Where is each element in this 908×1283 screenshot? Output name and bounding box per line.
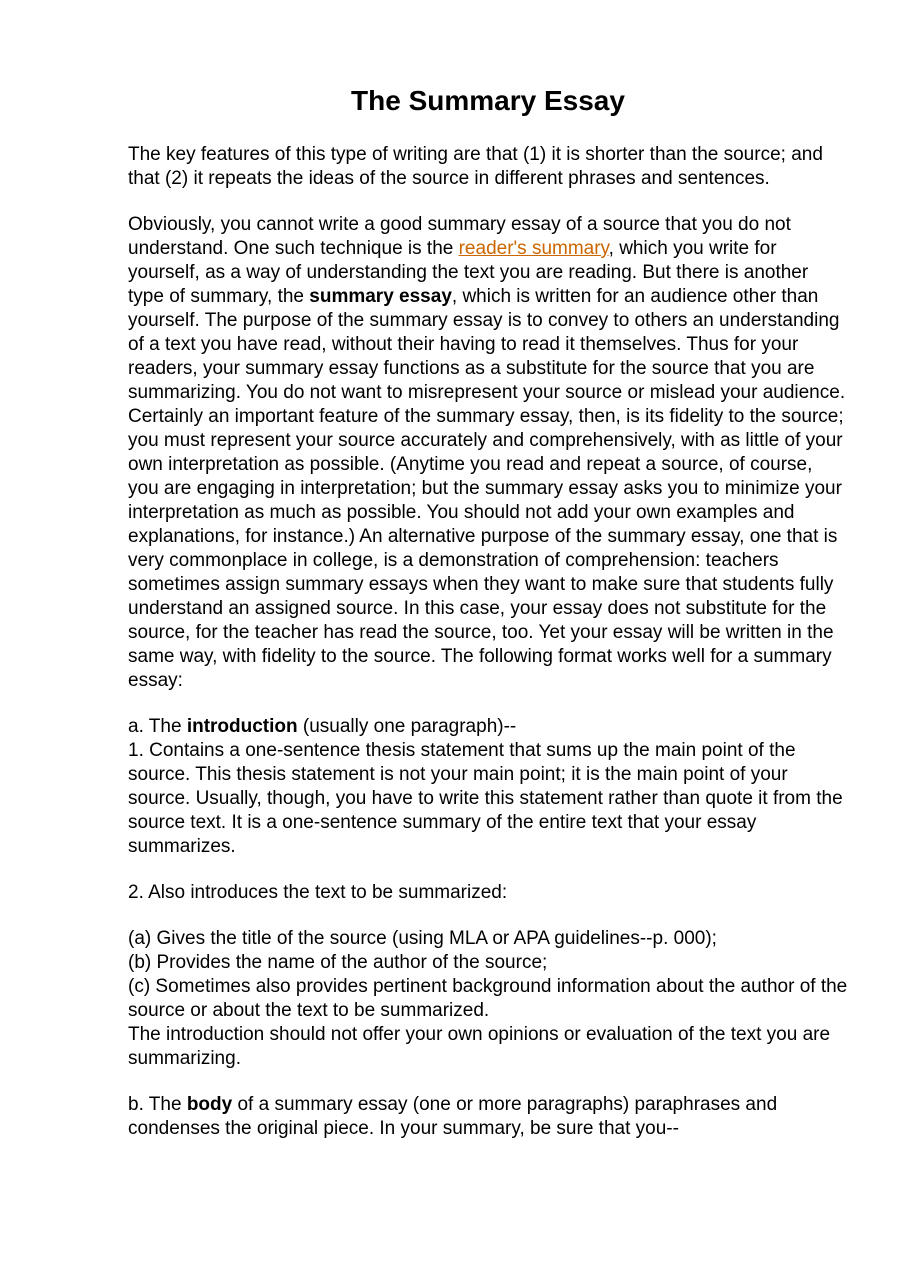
text-segment: Obviously, you cannot write a good summary essay of a source that you do not understand. One such technique is the: [128, 214, 791, 259]
readers-summary-link[interactable]: reader's summary: [458, 238, 609, 259]
text-segment: , which you write for yourself, as a way of understanding the text you are reading. But there is another type of summary, the: [128, 238, 809, 307]
page-title: The Summary Essay: [351, 85, 625, 116]
body-bold: body: [186, 1094, 233, 1115]
list-item: (a) Gives the title of the source (using MLA or APA guidelines--p. 000);: [128, 928, 717, 949]
section-a-item-2: 2. Also introduces the text to be summarized:: [128, 882, 508, 903]
text-segment: a. The: [128, 716, 187, 737]
section-a-item-1: 1. Contains a one-sentence thesis statement that sums up the main point of the source. This thesis statement is not your main point; it is the main point of your source. Usually, though, you have to write this statement rather than quote it from the source text. It is a one-sentence summary of the entire text that your essay summarizes.: [128, 740, 843, 857]
text-segment: , which is written for an audience other than yourself. The purpose of the summary essay is to convey to others an understanding of a text you have read, without their having to read it themselves. Thus for your readers, your summary essay functions as a substitute for the source that you are summarizing. You do not want to misrepresent your source or mislead your audience. Certainly an important feature of the summary essay, then, is its fidelity to the source; you must represent your source accurately and comprehensively, with as little of your own interpretation as possible. (Anytime you read and repeat a source, of course, you are engaging in interpretation; but the summary essay asks you to minimize your interpretation as much as possible. You should not add your own examples and explanations, for instance.) An alternative purpose of the summary essay, one that is very commonplace in college, is a demonstration of comprehension: teachers sometimes assign summary essays when they want to make sure that students fully understand an assigned source. In this case, your essay does not substitute for the source, for the teacher has read the source, too. Yet your essay will be written in the same way, with fidelity to the source. The following format works well for a summary essay:: [128, 286, 846, 691]
text-segment: of a summary essay (one or more paragraphs) paraphrases and condenses the original piece. In your summary, be sure that you--: [128, 1094, 778, 1139]
introduction-bold: introduction: [186, 716, 298, 737]
text-segment: b. The: [128, 1094, 187, 1115]
text-segment: (usually one paragraph)--: [297, 716, 517, 737]
section-a-subitems: [128, 927, 848, 1071]
section-a-note: The introduction should not offer your own opinions or evaluation of the text you are summarizing.: [128, 1024, 831, 1069]
section-a-heading: [128, 715, 848, 739]
intro-paragraph: The key features of this type of writing are that (1) it is shorter than the source; and that (2) it repeats the ideas of the source in different phrases and sentences.: [128, 144, 823, 189]
section-a-block: [128, 715, 848, 859]
list-item: (b) Provides the name of the author of the source;: [128, 952, 548, 973]
list-item: (c) Sometimes also provides pertinent background information about the author of the source or about the text to be summarized.: [128, 976, 848, 1021]
summary-essay-bold: summary essay: [309, 286, 452, 307]
overview-paragraph: [128, 213, 848, 693]
section-b-paragraph: [128, 1093, 848, 1141]
